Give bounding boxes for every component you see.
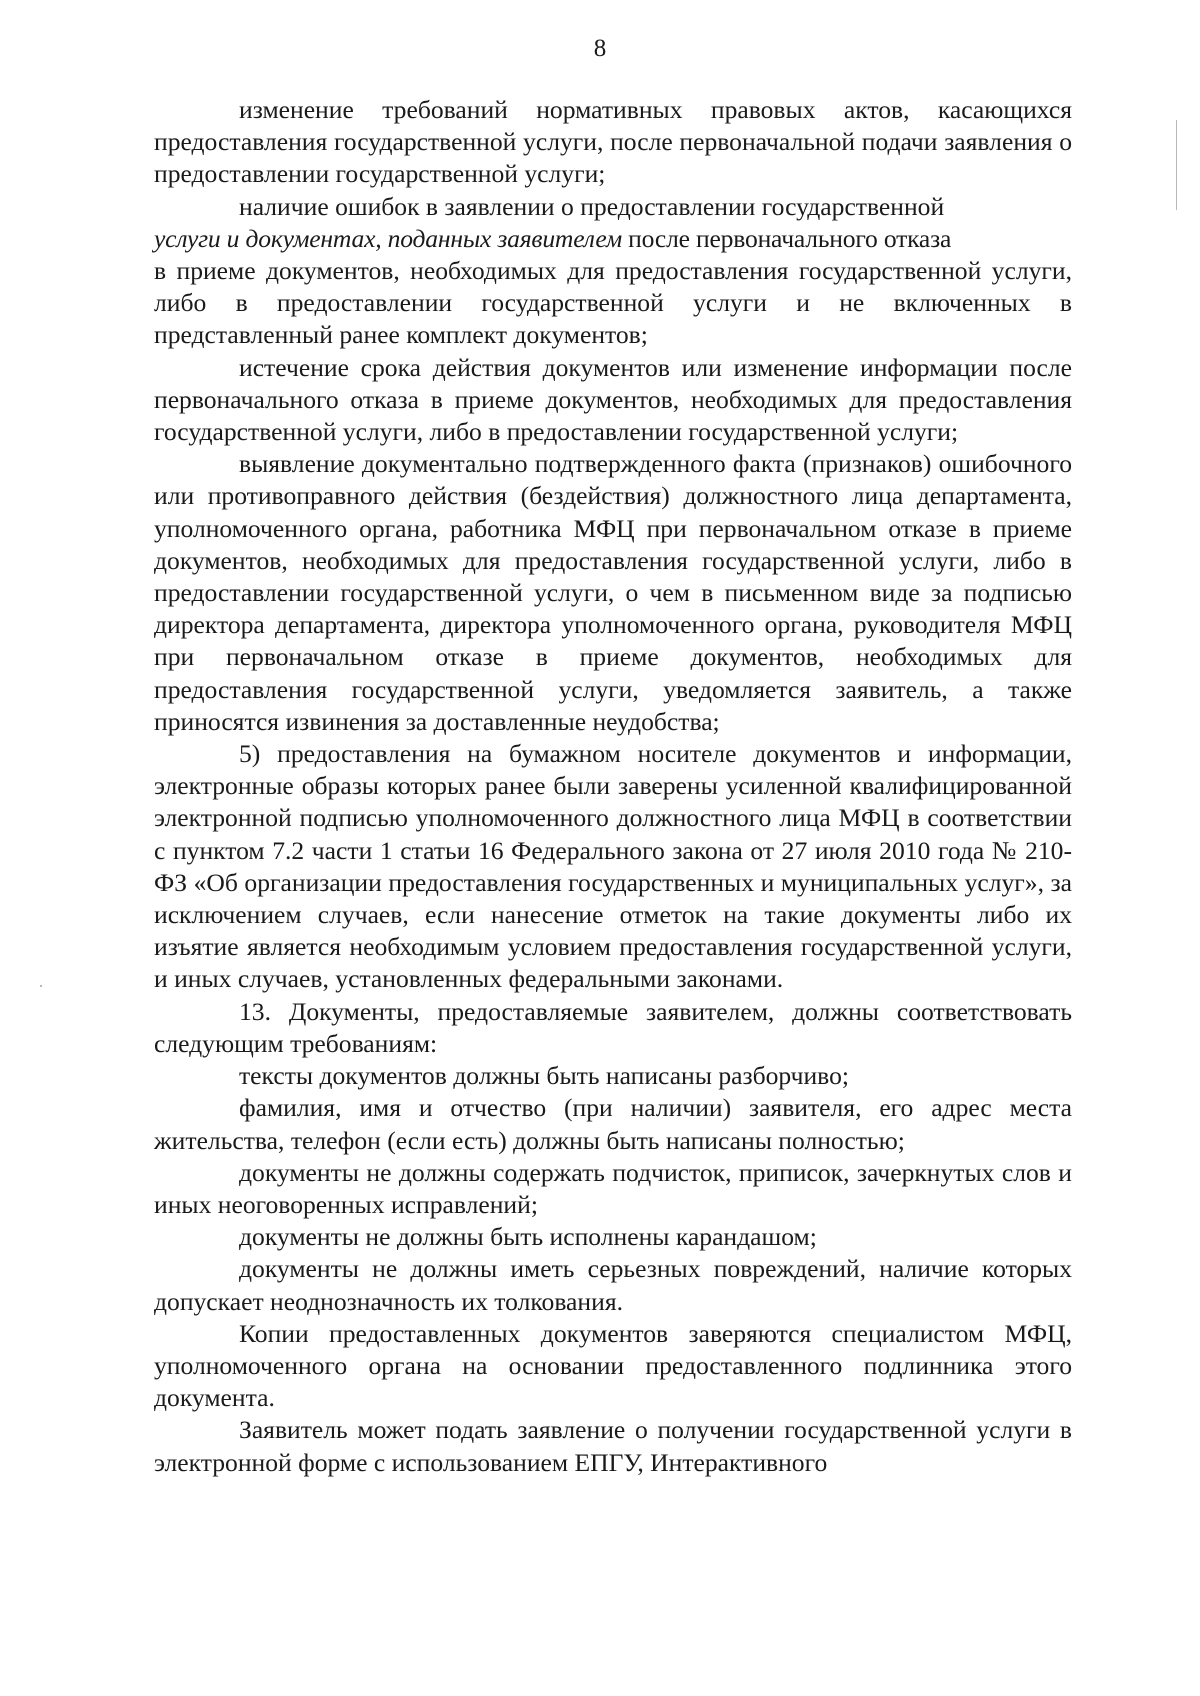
paragraph: фамилия, имя и отчество (при наличии) заявителя, его адрес места жительства, телефон (если есть) должны быть написаны полностью; [154,1093,1072,1155]
paragraph: Копии предоставленных документов заверяются специалистом МФЦ, уполномоченного органа на основании предоставленного подлинника этого документа. [154,1318,1072,1413]
paragraph: тексты документов должны быть написаны разборчиво; [239,1061,849,1091]
paragraph: документы не должны иметь серьезных повреждений, наличие которых допускает неоднозначность их толкования. [154,1254,1072,1316]
garbled-line-italic: услуги и документах, поданных заявителем [154,223,622,253]
scan-artifact [40,985,42,987]
paragraph: документы не должны быть исполнены карандашом; [239,1222,817,1252]
document-body [154,94,1072,1479]
paragraph: изменение требований нормативных правовых актов, касающихся предоставления государственной услуги, после первоначальной подачи заявления о предоставлении государственной услуги; [154,95,1072,189]
page-number: 8 [593,35,607,62]
paragraph: в приеме документов, необходимых для предоставления государственной услуги, либо в предоставлении государственной услуги и не включенных в представленный ранее комплект документов; [154,256,1072,350]
paragraph: выявление документально подтвержденного факта (признаков) ошибочного или противоправного действия (бездействия) должностного лица департамента, уполномоченного органа, работника МФЦ при первоначальном отказе в приеме документов, необходимых для предоставления государственной услуги, либо в предоставлении государственной услуги, о чем в письменном виде за подписью директора департамента, директора уполномоченного органа, руководителя МФЦ при первоначальном отказе в приеме документов, необходимых для предоставления государственной услуги, уведомляется заявитель, а также приносятся извинения за доставленные неудобства; [154,449,1072,736]
garbled-line [154,223,1072,255]
paragraph: 5) предоставления на бумажном носителе документов и информации, электронные образы которых ранее были заверены усиленной квалифицированной электронной подписью уполномоченного должностного лица МФЦ в соответствии с пунктом 7.2 части 1 статьи 16 Федерального закона от 27 июля 2010 года № 210-ФЗ «Об организации предоставления государственных и муниципальных услуг», за исключением случаев, если нанесение отметок на такие документы либо их изъятие является необходимым условием предоставления государственной услуги, и иных случаев, установленных федеральными законами. [154,739,1072,994]
scan-artifact [1176,120,1177,210]
paragraph: истечение срока действия документов или изменение информации после первоначального отказа в приеме документов, необходимых для предоставления государственной услуги, либо в предоставлении государственной услуги; [154,352,1072,447]
paragraph: наличие ошибок в заявлении о предоставлении государственной [239,191,945,221]
paragraph: Заявитель может подать заявление о получении государственной услуги в электронной форме с использованием ЕПГУ, Интерактивного [154,1415,1072,1477]
paragraph: 13. Документы, предоставляемые заявителем, должны соответствовать следующим требованиям: [154,996,1072,1058]
garbled-line-rest: после первоначального отказа [621,223,952,253]
paragraph: документы не должны содержать подчисток, приписок, зачеркнутых слов и иных неоговоренных исправлений; [154,1157,1072,1219]
